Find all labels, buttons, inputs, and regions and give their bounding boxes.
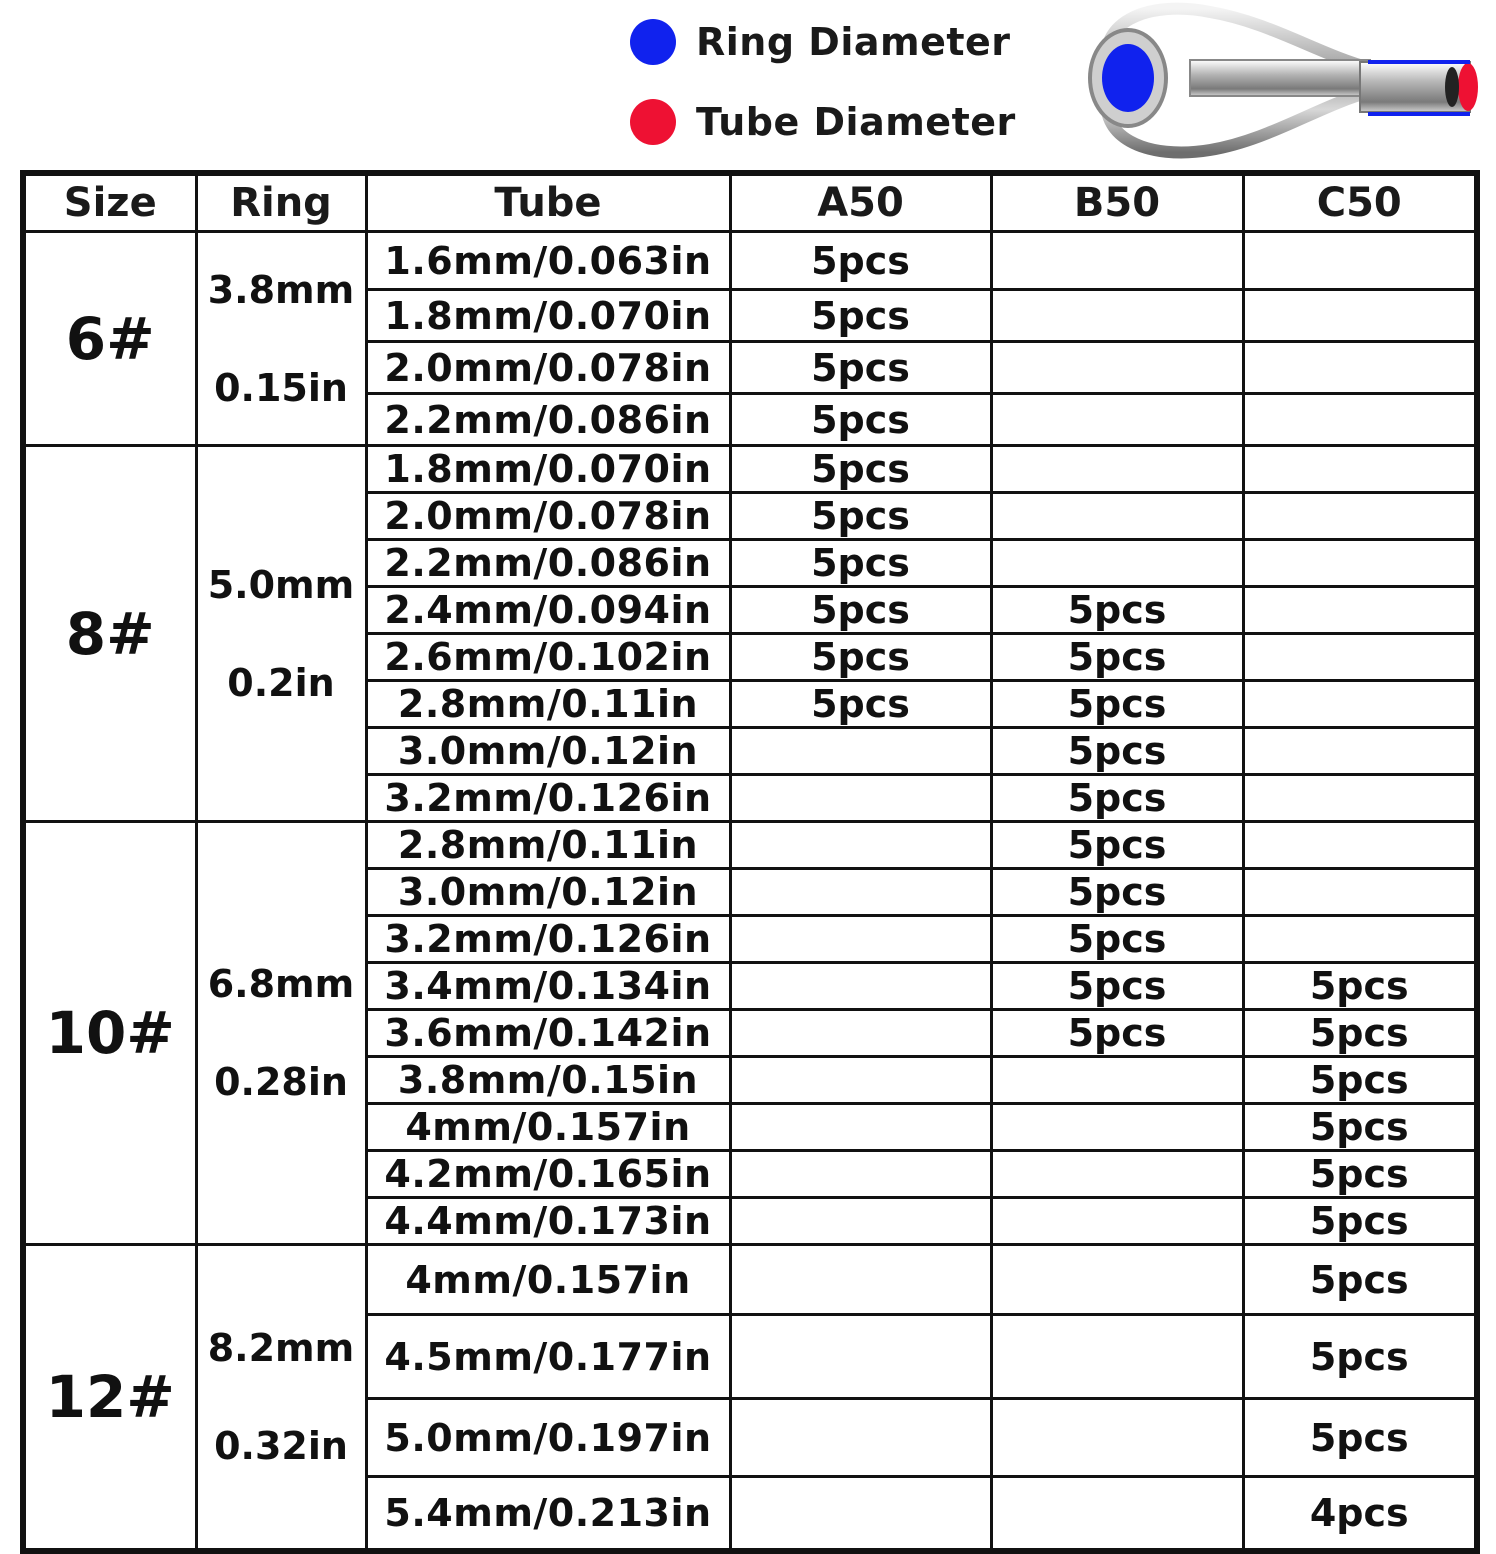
a50-cell	[730, 1104, 991, 1151]
c50-cell	[1243, 540, 1477, 587]
c50-cell: 5pcs	[1243, 1151, 1477, 1198]
tube-cell: 2.0mm/0.078in	[366, 342, 730, 394]
tube-cell: 2.4mm/0.094in	[366, 587, 730, 634]
c50-cell	[1243, 869, 1477, 916]
b50-cell	[991, 1057, 1243, 1104]
b50-cell: 5pcs	[991, 916, 1243, 963]
rod-guide-image	[1070, 0, 1480, 160]
b50-cell: 5pcs	[991, 869, 1243, 916]
table-row	[23, 1245, 1477, 1315]
tube-cell: 2.8mm/0.11in	[366, 681, 730, 728]
a50-cell	[730, 728, 991, 775]
c50-cell: 5pcs	[1243, 963, 1477, 1010]
a50-cell	[730, 775, 991, 822]
b50-cell: 5pcs	[991, 963, 1243, 1010]
c50-cell	[1243, 822, 1477, 869]
size-cell: 10#	[23, 822, 196, 1245]
header-a50: A50	[730, 173, 991, 232]
c50-cell	[1243, 493, 1477, 540]
tube-cell: 3.8mm/0.15in	[366, 1057, 730, 1104]
b50-cell: 5pcs	[991, 1010, 1243, 1057]
a50-cell	[730, 1057, 991, 1104]
header-b50: B50	[991, 173, 1243, 232]
a50-cell: 5pcs	[730, 290, 991, 342]
tube-cell: 1.8mm/0.070in	[366, 290, 730, 342]
ring-in: 0.32in	[214, 1423, 348, 1468]
b50-cell	[991, 342, 1243, 394]
a50-cell	[730, 1198, 991, 1245]
c50-cell	[1243, 290, 1477, 342]
a50-cell	[730, 1399, 991, 1477]
legend-tube-diameter	[630, 92, 1016, 152]
tube-cell: 3.0mm/0.12in	[366, 869, 730, 916]
b50-cell: 5pcs	[991, 728, 1243, 775]
c50-cell	[1243, 681, 1477, 728]
legend-ring-diameter	[630, 12, 1011, 72]
ring-cell	[196, 232, 366, 446]
tube-cell: 2.2mm/0.086in	[366, 540, 730, 587]
ring-in: 0.28in	[214, 1060, 348, 1104]
red-dot-icon	[630, 99, 676, 145]
a50-cell: 5pcs	[730, 394, 991, 446]
size-cell: 6#	[23, 232, 196, 446]
ring-mm: 6.8mm	[207, 962, 355, 1006]
c50-cell: 5pcs	[1243, 1104, 1477, 1151]
b50-cell	[991, 1477, 1243, 1551]
c50-cell	[1243, 587, 1477, 634]
tube-cell: 5.0mm/0.197in	[366, 1399, 730, 1477]
tube-cell: 3.0mm/0.12in	[366, 728, 730, 775]
spec-table-body	[23, 232, 1477, 1551]
b50-cell	[991, 493, 1243, 540]
ring-mm: 5.0mm	[207, 562, 355, 607]
b50-cell: 5pcs	[991, 822, 1243, 869]
header-size: Size	[23, 173, 196, 232]
tube-cell: 2.8mm/0.11in	[366, 822, 730, 869]
a50-cell	[730, 1010, 991, 1057]
b50-cell	[991, 446, 1243, 493]
c50-cell: 5pcs	[1243, 1010, 1477, 1057]
tube-cell: 2.0mm/0.078in	[366, 493, 730, 540]
a50-cell: 5pcs	[730, 493, 991, 540]
c50-cell	[1243, 232, 1477, 290]
tube-cell: 4.2mm/0.165in	[366, 1151, 730, 1198]
a50-cell: 5pcs	[730, 232, 991, 290]
tube-cell: 5.4mm/0.213in	[366, 1477, 730, 1551]
header-ring: Ring	[196, 173, 366, 232]
a50-cell	[730, 1315, 991, 1399]
ring-cell	[196, 446, 366, 822]
c50-cell: 5pcs	[1243, 1057, 1477, 1104]
b50-cell: 5pcs	[991, 681, 1243, 728]
tube-cell: 4mm/0.157in	[366, 1245, 730, 1315]
legend-tube-label: Tube Diameter	[696, 100, 1016, 144]
tube-cell: 4mm/0.157in	[366, 1104, 730, 1151]
ring-in: 0.2in	[227, 660, 335, 705]
a50-cell	[730, 869, 991, 916]
c50-cell	[1243, 634, 1477, 681]
b50-cell	[991, 232, 1243, 290]
c50-cell: 4pcs	[1243, 1477, 1477, 1551]
tube-cell: 4.4mm/0.173in	[366, 1198, 730, 1245]
b50-cell	[991, 1198, 1243, 1245]
c50-cell	[1243, 916, 1477, 963]
a50-cell: 5pcs	[730, 342, 991, 394]
b50-cell: 5pcs	[991, 775, 1243, 822]
b50-cell	[991, 1399, 1243, 1477]
tube-cell: 2.2mm/0.086in	[366, 394, 730, 446]
b50-cell	[991, 1151, 1243, 1198]
legend	[630, 8, 1030, 148]
c50-cell: 5pcs	[1243, 1315, 1477, 1399]
header-c50: C50	[1243, 173, 1477, 232]
tube-cell: 4.5mm/0.177in	[366, 1315, 730, 1399]
a50-cell	[730, 1151, 991, 1198]
ring-cell	[196, 822, 366, 1245]
spec-table	[20, 170, 1480, 1554]
b50-cell	[991, 1245, 1243, 1315]
c50-cell	[1243, 342, 1477, 394]
c50-cell	[1243, 394, 1477, 446]
a50-cell	[730, 1477, 991, 1551]
b50-cell	[991, 290, 1243, 342]
a50-cell	[730, 963, 991, 1010]
size-cell: 8#	[23, 446, 196, 822]
size-cell: 12#	[23, 1245, 196, 1551]
blue-dot-icon	[630, 19, 676, 65]
c50-cell	[1243, 446, 1477, 493]
a50-cell: 5pcs	[730, 446, 991, 493]
header-tube: Tube	[366, 173, 730, 232]
a50-cell	[730, 1245, 991, 1315]
c50-cell: 5pcs	[1243, 1198, 1477, 1245]
b50-cell	[991, 1315, 1243, 1399]
tube-cell: 3.2mm/0.126in	[366, 916, 730, 963]
ring-cell	[196, 1245, 366, 1551]
table-row	[23, 822, 1477, 869]
b50-cell	[991, 1104, 1243, 1151]
c50-cell	[1243, 775, 1477, 822]
tube-cell: 3.6mm/0.142in	[366, 1010, 730, 1057]
tube-cell: 1.6mm/0.063in	[366, 232, 730, 290]
legend-ring-label: Ring Diameter	[696, 20, 1011, 64]
c50-cell: 5pcs	[1243, 1399, 1477, 1477]
tube-cell: 3.2mm/0.126in	[366, 775, 730, 822]
c50-cell	[1243, 728, 1477, 775]
b50-cell	[991, 394, 1243, 446]
ring-mm: 8.2mm	[207, 1325, 355, 1370]
header-row	[23, 173, 1477, 232]
tube-cell: 2.6mm/0.102in	[366, 634, 730, 681]
tube-cell: 3.4mm/0.134in	[366, 963, 730, 1010]
b50-cell	[991, 540, 1243, 587]
a50-cell: 5pcs	[730, 587, 991, 634]
table-row	[23, 446, 1477, 493]
ring-mm: 3.8mm	[207, 267, 355, 312]
spec-table-wrapper	[20, 170, 1474, 1535]
table-row	[23, 232, 1477, 290]
a50-cell: 5pcs	[730, 681, 991, 728]
tube-cell: 1.8mm/0.070in	[366, 446, 730, 493]
a50-cell: 5pcs	[730, 634, 991, 681]
a50-cell	[730, 822, 991, 869]
b50-cell: 5pcs	[991, 634, 1243, 681]
b50-cell: 5pcs	[991, 587, 1243, 634]
ring-in: 0.15in	[214, 365, 348, 410]
a50-cell: 5pcs	[730, 540, 991, 587]
c50-cell: 5pcs	[1243, 1245, 1477, 1315]
a50-cell	[730, 916, 991, 963]
